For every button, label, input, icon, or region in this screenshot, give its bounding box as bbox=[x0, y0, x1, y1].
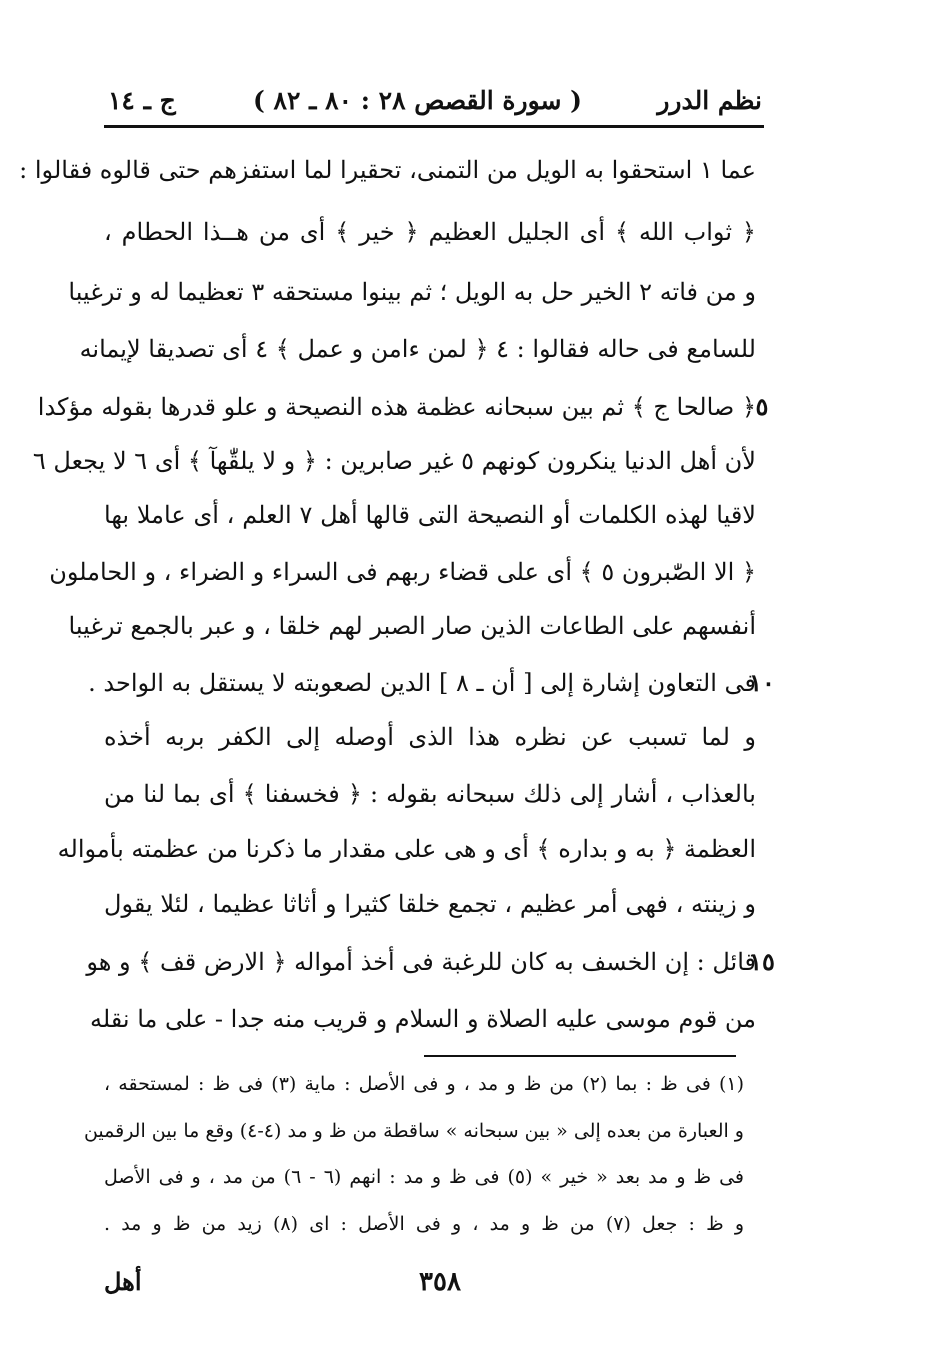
text-line: و من فاته ٢ الخير حل به الويل ؛ ثم بينوا مستحقه ٣ تعظيما له و ترغيبا bbox=[68, 278, 756, 306]
page-number: ٣٥٨ bbox=[419, 1267, 461, 1297]
text-line: من قوم موسى عليه الصلاة و السلام و قريب منه جدا - على ما نقله bbox=[89, 1005, 756, 1033]
footnote-rule bbox=[424, 1055, 736, 1057]
text-line: لاقيا لهذه الكلمات أو النصيحة التى قالها أهل ٧ العلم ، أى عاملا بها bbox=[104, 501, 756, 529]
line-number-15: ١٥ bbox=[749, 947, 775, 976]
text-line: قائل : إن الخسف به كان للرغبة فى أخذ أمواله ﴿ الارض قف ﴾ و هو bbox=[86, 948, 756, 976]
running-header bbox=[108, 82, 762, 122]
text-line: ﴿ الا الصّٰبرون ٥ ﴾ أى على قضاء ربهم فى السراء و الضراء ، و الحاملون bbox=[49, 558, 756, 586]
text-line: و لما تسبب عن نظره هذا الذى أوصله إلى الكفر بربه أخذه bbox=[104, 723, 756, 751]
footnote-line: فى ظ و مد بعد « خير » (٥) فى ظ و مد : انهم (٦ - ٦) من مد ، و فى الأصل bbox=[104, 1166, 744, 1188]
text-line: أنفسهم على الطاعات الذين صار الصبر لهم خلقا ، و عبر بالجمع ترغيبا bbox=[68, 612, 756, 640]
text-line: عما ١ استحقوا به الويل من التمنى، تحقيرا لما استفزهم حتى قالوه فقالوا : bbox=[19, 156, 756, 184]
text-line: بالعذاب ، أشار إلى ذلك سبحانه بقوله : ﴿ فخسفنا ﴾ أى بما لنا من bbox=[104, 780, 756, 808]
footnote-line: (١) فى ظ : بما (٢) من ظ و مد ، و فى الأصل : ماية (٣) فى ظ : لمستحقه ، bbox=[104, 1073, 744, 1095]
footnote-line: و ظ : جعل (٧) من ظ و مد ، و فى الأصل : اى (٨) زيد من ظ و مد . bbox=[104, 1213, 744, 1235]
line-number-5: ٥ bbox=[755, 392, 769, 421]
text-line: ﴿ صالحا ج ﴾ ثم بين سبحانه عظمة هذه النصيحة و علو قدرها بقوله مؤكدا bbox=[37, 393, 756, 421]
text-line: ﴿ ثواب الله ﴾ أى الجليل العظيم ﴿ خير ﴾ أى من هــذا الحطام ، bbox=[104, 218, 756, 246]
text-line: و زينته ، فهى أمر عظيم ، تجمع خلقا كثيرا و أثاثا عظيما ، لئلا يقول bbox=[104, 890, 756, 918]
surah-reference: ( سورة القصص ٢٨ : ٨٠ ـ ٨٢ ) bbox=[253, 86, 582, 115]
book-title: نظم الدرر bbox=[657, 86, 762, 115]
catchword: أهل bbox=[104, 1267, 142, 1296]
text-line: فى التعاون إشارة إلى [ أن ـ ٨ ] الدين لصعوبته لا يستقل به الواحد . bbox=[88, 669, 756, 697]
volume-number: ج ـ ١٤ bbox=[108, 86, 176, 115]
footnote-line: و العبارة من بعده إلى « بين سبحانه » ساقطة من ظ و مد (٤-٤) وقع ما بين الرقمين bbox=[83, 1120, 744, 1142]
text-line: للسامع فى حاله فقالوا : ٤ ﴿ لمن ءامن و عمل ﴾ ٤ أى تصديقا لإيمانه bbox=[79, 335, 756, 363]
text-line: لأن أهل الدنيا ينكرون كونهم ٥ غير صابرين : ﴿ و لا يلقّٰهآ ﴾ أى ٦ لا يجعل ٦ bbox=[32, 447, 756, 475]
text-line: العظمة ﴿ به و بداره ﴾ أى و هى على مقدار ما ذكرنا من عظمته بأمواله bbox=[57, 835, 756, 863]
header-rule bbox=[104, 125, 764, 128]
line-number-10: ١٠ bbox=[749, 668, 775, 697]
